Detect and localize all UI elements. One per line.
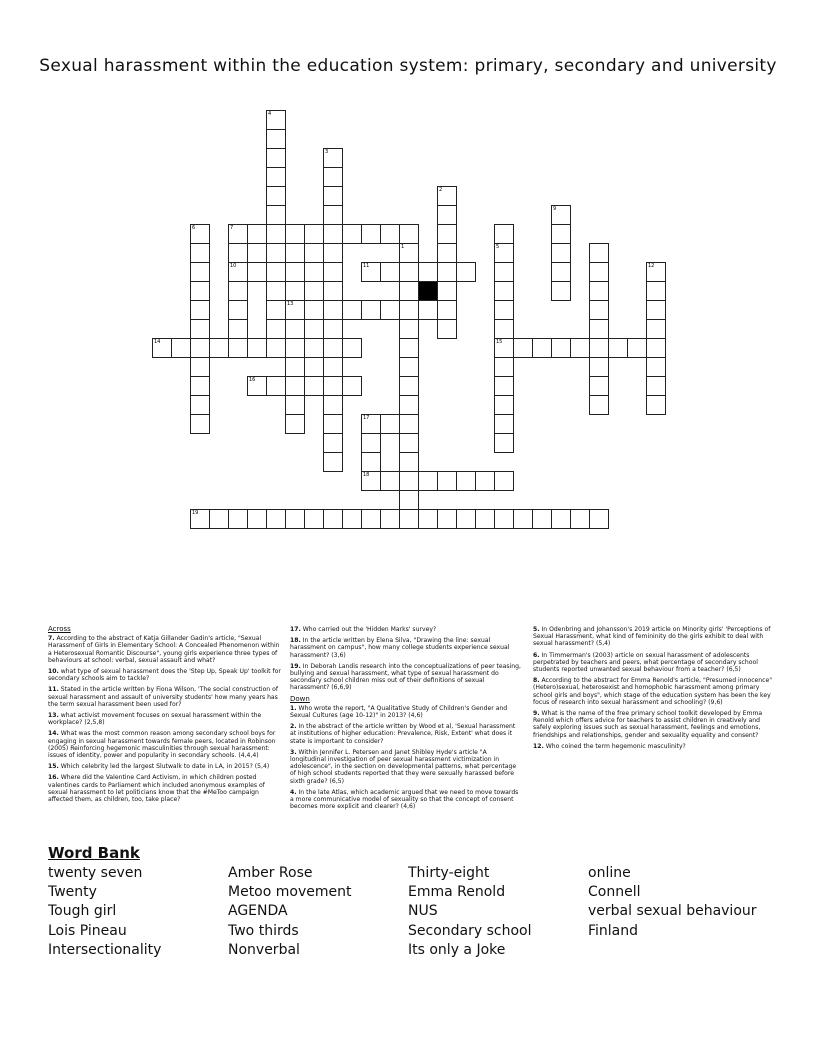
grid-cell[interactable] (380, 471, 400, 491)
clue-text: Which celebrity led the largest Slutwalk to date in LA, in 2015? (5,4) (60, 763, 270, 771)
grid-cell[interactable] (589, 395, 609, 415)
page-title: Sexual harassment within the education system: primary, secondary and university (39, 56, 777, 76)
grid-cell[interactable] (285, 414, 305, 434)
grid-cell[interactable] (228, 243, 248, 263)
clue-number: 15. (48, 763, 59, 771)
grid-cell[interactable] (285, 319, 305, 339)
clue (533, 652, 773, 674)
clue-text: In the abstract of the article written by Wood et al, 'Sexual harassment at institutions of higher education: Prevalence, Risk, Extent' what does it state is important to consider? (290, 723, 516, 745)
grid-cell[interactable] (266, 262, 286, 282)
grid-cell[interactable] (399, 395, 419, 415)
grid-cell[interactable] (494, 281, 514, 301)
grid-clue-number: 19 (192, 510, 199, 516)
grid-cell[interactable] (494, 414, 514, 434)
grid-cell[interactable] (494, 319, 514, 339)
grid-cell[interactable] (380, 300, 400, 320)
grid-clue-number: 5 (496, 244, 500, 250)
word-bank-item: Tough girl (48, 903, 117, 920)
grid-cell[interactable] (589, 300, 609, 320)
clue-number: 17. (290, 626, 301, 633)
grid-cell[interactable] (304, 376, 324, 396)
clue-text: In Deborah Landis research into the conceptualizations of peer teasing, bullying and sexual harassment, what type of sexual harassment do secondary school children miss out of their definitions of sexual harassment? (6,6,9) (290, 662, 521, 692)
grid-cell[interactable] (304, 262, 324, 282)
grid-cell[interactable] (323, 509, 343, 529)
grid-clue-number: 7 (230, 225, 234, 231)
clue-number: 3. (290, 748, 297, 756)
grid-cell[interactable] (266, 509, 286, 529)
grid-cell[interactable] (266, 338, 286, 358)
grid-cell[interactable] (475, 471, 495, 491)
grid-cell[interactable] (456, 509, 476, 529)
across-clue-list-continued (290, 626, 522, 692)
grid-cell[interactable] (323, 338, 343, 358)
clue-number: 12. (533, 742, 544, 750)
grid-cell[interactable] (437, 319, 457, 339)
clue-number: 9. (533, 710, 540, 718)
grid-cell[interactable] (494, 357, 514, 377)
grid-cell[interactable] (437, 262, 457, 282)
clues-column-1 (48, 626, 283, 807)
grid-cell[interactable] (399, 452, 419, 472)
grid-cell[interactable] (437, 205, 457, 225)
grid-cell[interactable] (627, 338, 647, 358)
grid-cell[interactable] (513, 338, 533, 358)
grid-black-cell (418, 281, 438, 301)
grid-cell[interactable] (646, 281, 666, 301)
grid-cell[interactable] (190, 262, 210, 282)
grid-clue-number: 13 (287, 301, 294, 307)
clue-text: Within Jennifer L. Petersen and Janet Shibley Hyde's article "A longitudinal investigation of peer sexual harassment victimization in adolescence", in the section on developmental patterns, what percentage of high school students reported that they were sexually harassed before sixth grade? (6,5) (290, 748, 517, 785)
clue-number: 18. (290, 637, 301, 645)
grid-cell[interactable] (551, 243, 571, 263)
grid-cell[interactable] (285, 224, 305, 244)
grid-cell[interactable] (418, 509, 438, 529)
clue-text: what type of sexual harassment does the 'Step Up, Speak Up' toolkit for secondary schools aim to tackle? (48, 668, 281, 683)
grid-cell[interactable] (304, 509, 324, 529)
grid-cell[interactable] (247, 509, 267, 529)
clues-column-2 (290, 626, 522, 814)
grid-cell[interactable] (589, 509, 609, 529)
clue-number: 4. (290, 788, 297, 796)
grid-cell[interactable] (342, 338, 362, 358)
grid-clue-number: 12 (648, 263, 655, 269)
grid-cell[interactable] (399, 509, 419, 529)
clue (290, 705, 522, 719)
grid-cell[interactable] (209, 338, 229, 358)
grid-cell[interactable] (323, 433, 343, 453)
grid-cell[interactable] (399, 224, 419, 244)
down-clue-list (290, 705, 522, 811)
clue (290, 626, 522, 633)
grid-clue-number: 1 (401, 244, 405, 250)
clue-number: 2. (290, 723, 297, 731)
clue-text: In the late Atlas, which academic argued that we need to move towards a more communicative model of sexuality so that the concept of consent becomes more explicit and clearer? (4,6) (290, 788, 519, 811)
grid-cell[interactable] (266, 243, 286, 263)
word-bank-item: online (588, 865, 631, 881)
grid-cell[interactable] (475, 509, 495, 529)
grid-cell[interactable] (304, 300, 324, 320)
word-bank-item: Secondary school (408, 922, 532, 939)
grid-cell[interactable] (551, 281, 571, 301)
word-bank-item: Thirty-eight (408, 865, 490, 881)
grid-cell[interactable] (646, 357, 666, 377)
clue (48, 730, 283, 759)
grid-cell[interactable] (380, 224, 400, 244)
grid-cell[interactable] (551, 262, 571, 282)
grid-clue-number: 16 (249, 377, 256, 383)
grid-cell[interactable] (285, 262, 305, 282)
clues-section (0, 626, 816, 836)
grid-clue-number: 6 (192, 225, 196, 231)
grid-cell[interactable] (551, 509, 571, 529)
grid-cell[interactable] (646, 338, 666, 358)
clue (48, 635, 283, 664)
word-bank-title: Word Bank (48, 844, 140, 862)
grid-cell[interactable] (399, 319, 419, 339)
grid-clue-number: 18 (363, 472, 370, 478)
word-bank-item: verbal sexual behaviour (588, 903, 757, 920)
grid-cell[interactable] (285, 509, 305, 529)
word-bank-item: Twenty (48, 884, 97, 901)
grid-cell[interactable] (494, 395, 514, 415)
grid-cell[interactable] (646, 395, 666, 415)
grid-cell[interactable] (456, 471, 476, 491)
grid-cell[interactable] (190, 395, 210, 415)
clues-column-3 (533, 626, 773, 754)
grid-cell[interactable] (304, 338, 324, 358)
clue-text: In the article written by Elena Silva, "Drawing the line: sexual harassment on campus", how many college students experience sexual harassment? (3,6) (290, 637, 510, 659)
clue-text: In Odenbring and Johansson's 2019 article on Minority girls' 'Perceptions of Sexual Harassment, what kind of femininity do the girls exhibit to deal with sexual harassment? (5,4) (533, 626, 771, 648)
clue-text: Who wrote the report, "A Qualitative Study of Children's Gender and Sexual Cultures (age 10-12)" in 2013? (4,6) (290, 704, 508, 720)
clue-text: Who carried out the 'Hidden Marks' survey? (302, 626, 437, 633)
word-bank-item: Metoo movement (228, 884, 352, 901)
clue (533, 743, 773, 750)
word-bank-item: Intersectionality (48, 941, 162, 958)
grid-cell[interactable] (361, 452, 381, 472)
clue-text: Stated in the article written by Fiona Wilson, 'The social construction of sexual harassment and assault of university students' how many years has the term sexual harassment been used for? (48, 686, 278, 708)
grid-cell[interactable] (380, 414, 400, 434)
grid-cell[interactable] (190, 243, 210, 263)
clue-number: 14. (48, 730, 59, 738)
grid-cell[interactable] (399, 300, 419, 320)
grid-cell[interactable] (323, 357, 343, 377)
grid-cell[interactable] (437, 509, 457, 529)
grid-cell[interactable] (323, 186, 343, 206)
clue (48, 774, 283, 803)
grid-cell[interactable] (323, 376, 343, 396)
grid-clue-number: 3 (325, 149, 329, 155)
clue-text: Who coined the term hegemonic masculinity? (545, 742, 686, 750)
grid-cell[interactable] (190, 319, 210, 339)
word-bank-item: Emma Renold (408, 884, 506, 901)
grid-cell[interactable] (646, 319, 666, 339)
clue-number: 6. (533, 651, 540, 659)
grid-clue-number: 10 (230, 263, 237, 269)
grid-cell[interactable] (437, 224, 457, 244)
clue-number: 13. (48, 712, 59, 720)
grid-cell[interactable] (418, 262, 438, 282)
grid-cell[interactable] (323, 243, 343, 263)
grid-cell[interactable] (646, 376, 666, 396)
grid-cell[interactable] (247, 262, 267, 282)
grid-cell[interactable] (323, 452, 343, 472)
grid-cell[interactable] (589, 281, 609, 301)
grid-cell[interactable] (266, 167, 286, 187)
clue-text: In Timmerman's (2003) article on sexual harassment of adolescents perpetrated by teachers and peers, what percentage of secondary school students reported unwanted sexual behaviour from a teacher? (6,5) (533, 651, 758, 674)
word-bank-item: Its only a Joke (408, 941, 506, 958)
grid-cell[interactable] (304, 224, 324, 244)
word-bank-item: Lois Pineau (48, 922, 127, 939)
clue-text: According to the abstract for Emma Renold's article, "Presumed innocence" (Hetero)sexual, heterosexist and homophobic harassment among primary school girls and boys", which stage of the education system has been the key focus of research into sexual harassment and schooling? (9,6) (533, 677, 773, 706)
grid-cell[interactable] (285, 338, 305, 358)
grid-cell[interactable] (342, 376, 362, 396)
grid-cell[interactable] (494, 471, 514, 491)
grid-cell[interactable] (570, 509, 590, 529)
grid-clue-number: 11 (363, 263, 370, 269)
grid-cell[interactable] (190, 281, 210, 301)
grid-cell[interactable] (266, 205, 286, 225)
grid-cell[interactable] (190, 414, 210, 434)
grid-cell[interactable] (266, 224, 286, 244)
grid-cell[interactable] (323, 395, 343, 415)
grid-cell[interactable] (589, 357, 609, 377)
grid-cell[interactable] (323, 224, 343, 244)
grid-cell[interactable] (323, 414, 343, 434)
word-bank-column-1 (48, 864, 161, 960)
clue (533, 710, 773, 739)
grid-cell[interactable] (494, 224, 514, 244)
clue (48, 712, 283, 726)
grid-cell[interactable] (399, 414, 419, 434)
grid-cell[interactable] (399, 471, 419, 491)
down-clue-list-continued (533, 626, 773, 750)
grid-cell[interactable] (437, 300, 457, 320)
grid-cell[interactable] (589, 243, 609, 263)
grid-cell[interactable] (323, 205, 343, 225)
word-bank-item: AGENDA (228, 903, 288, 920)
clue (290, 789, 522, 811)
grid-cell[interactable] (228, 319, 248, 339)
word-bank-item: Two thirds (228, 922, 299, 939)
grid-cell[interactable] (171, 338, 191, 358)
grid-cell[interactable] (608, 338, 628, 358)
grid-cell[interactable] (532, 338, 552, 358)
grid-clue-number: 17 (363, 415, 370, 421)
word-bank-item: Amber Rose (228, 865, 313, 881)
grid-cell[interactable] (399, 490, 419, 510)
clue-number: 19. (290, 662, 301, 670)
grid-cell[interactable] (266, 300, 286, 320)
grid-cell[interactable] (342, 224, 362, 244)
clue (48, 763, 283, 770)
grid-cell[interactable] (399, 262, 419, 282)
grid-cell[interactable] (266, 319, 286, 339)
grid-cell[interactable] (399, 281, 419, 301)
grid-cell[interactable] (228, 281, 248, 301)
clue (533, 677, 773, 706)
clue-number: 16. (48, 774, 59, 782)
grid-cell[interactable] (399, 338, 419, 358)
grid-cell[interactable] (266, 281, 286, 301)
grid-cell[interactable] (323, 319, 343, 339)
grid-cell[interactable] (494, 262, 514, 282)
clue (290, 637, 522, 659)
word-bank-item: Nonverbal (228, 941, 300, 958)
grid-cell[interactable] (342, 300, 362, 320)
grid-cell[interactable] (285, 281, 305, 301)
grid-cell[interactable] (323, 167, 343, 187)
grid-cell[interactable] (190, 300, 210, 320)
grid-clue-number: 4 (268, 111, 272, 117)
grid-cell[interactable] (266, 186, 286, 206)
grid-cell[interactable] (494, 300, 514, 320)
grid-cell[interactable] (589, 262, 609, 282)
clue-number: 5. (533, 626, 540, 633)
grid-cell[interactable] (285, 357, 305, 377)
grid-cell[interactable] (361, 509, 381, 529)
clue-text: Where did the Valentine Card Activism, in which children posted valentines cards to Parliament which included anonymous examples of sexual harassment to let politicians know that the #MeToo campaign affected them, as children, too, take place? (48, 774, 265, 804)
clue (290, 749, 522, 785)
grid-cell[interactable] (494, 433, 514, 453)
word-bank-item: NUS (408, 903, 438, 920)
grid-cell[interactable] (532, 509, 552, 529)
grid-cell[interactable] (494, 509, 514, 529)
grid-cell[interactable] (190, 376, 210, 396)
grid-cell[interactable] (285, 243, 305, 263)
grid-clue-number: 14 (154, 339, 161, 345)
down-heading: Down (290, 694, 310, 703)
grid-cell[interactable] (361, 300, 381, 320)
clue-number: 7. (48, 635, 55, 643)
across-heading: Across (48, 625, 71, 633)
grid-cell[interactable] (418, 471, 438, 491)
grid-clue-number: 9 (553, 206, 557, 212)
grid-cell[interactable] (494, 376, 514, 396)
grid-cell[interactable] (361, 224, 381, 244)
grid-cell[interactable] (589, 338, 609, 358)
grid-cell[interactable] (589, 376, 609, 396)
grid-cell[interactable] (551, 224, 571, 244)
clue-text: According to the abstract of Katja Gillander Gadin's article, "Sexual Harassment of Girls in Elementary School: A Concealed Phenomenon within a Heterosexual Romantic Discourse", young girls experience three types of behaviours at school: verbal, sexual assault and what? (48, 635, 280, 664)
word-bank-item: Connell (588, 884, 641, 901)
word-bank-column-2 (228, 864, 351, 960)
grid-cell[interactable] (380, 262, 400, 282)
grid-cell[interactable] (646, 300, 666, 320)
grid-cell[interactable] (190, 357, 210, 377)
grid-cell[interactable] (570, 338, 590, 358)
grid-cell[interactable] (513, 509, 533, 529)
clue (290, 663, 522, 692)
across-clue-list (48, 635, 283, 803)
grid-cell[interactable] (285, 376, 305, 396)
grid-cell[interactable] (247, 338, 267, 358)
clue-number: 1. (290, 704, 297, 712)
grid-cell[interactable] (399, 433, 419, 453)
word-bank-column-4 (588, 864, 757, 941)
grid-cell[interactable] (418, 300, 438, 320)
grid-cell[interactable] (209, 509, 229, 529)
grid-cell[interactable] (380, 509, 400, 529)
grid-cell[interactable] (551, 338, 571, 358)
grid-cell[interactable] (456, 262, 476, 282)
grid-cell[interactable] (399, 357, 419, 377)
clue (290, 723, 522, 745)
clue-number: 10. (48, 668, 59, 676)
word-bank-item: Finland (588, 922, 639, 939)
grid-cell[interactable] (437, 243, 457, 263)
grid-cell[interactable] (247, 224, 267, 244)
grid-cell[interactable] (323, 262, 343, 282)
grid-cell[interactable] (228, 509, 248, 529)
clue-text: What is the name of the free primary school toolkit developed by Emma Renold which offers advice for teachers to assist children in creatively and safely exploring issues such as sexual harassment, feelings and emotions, friendships and relationships, gender and sexuality equality and consent? (533, 710, 763, 739)
grid-cell[interactable] (323, 300, 343, 320)
grid-cell[interactable] (437, 281, 457, 301)
clue (48, 686, 283, 708)
clue (48, 668, 283, 682)
grid-cell[interactable] (266, 129, 286, 149)
clue-number: 11. (48, 686, 59, 694)
grid-cell[interactable] (437, 471, 457, 491)
clue (533, 626, 773, 648)
grid-cell[interactable] (589, 319, 609, 339)
grid-cell[interactable] (266, 376, 286, 396)
grid-cell[interactable] (228, 300, 248, 320)
clue-number: 8. (533, 677, 540, 685)
grid-cell[interactable] (361, 433, 381, 453)
clue-text: What was the most common reason among secondary school boys for engaging in sexual harassment towards female peers, located in Robinson (2005) Reinforcing hegemonic masculinities through sexual harassment: issues of identity, power and popularity in secondary schools. (4,4,4) (48, 730, 276, 760)
word-bank-item: twenty seven (48, 865, 143, 881)
grid-clue-number: 2 (439, 187, 443, 193)
grid-cell[interactable] (285, 395, 305, 415)
word-bank-column-3 (408, 864, 531, 960)
grid-cell[interactable] (399, 376, 419, 396)
grid-cell[interactable] (266, 148, 286, 168)
grid-clue-number: 15 (496, 339, 503, 345)
grid-cell[interactable] (323, 281, 343, 301)
grid-cell[interactable] (342, 509, 362, 529)
grid-cell[interactable] (190, 338, 210, 358)
grid-cell[interactable] (228, 338, 248, 358)
clue-text: what activist movement focuses on sexual harassment within the workplace? (2,5,8) (48, 712, 262, 727)
